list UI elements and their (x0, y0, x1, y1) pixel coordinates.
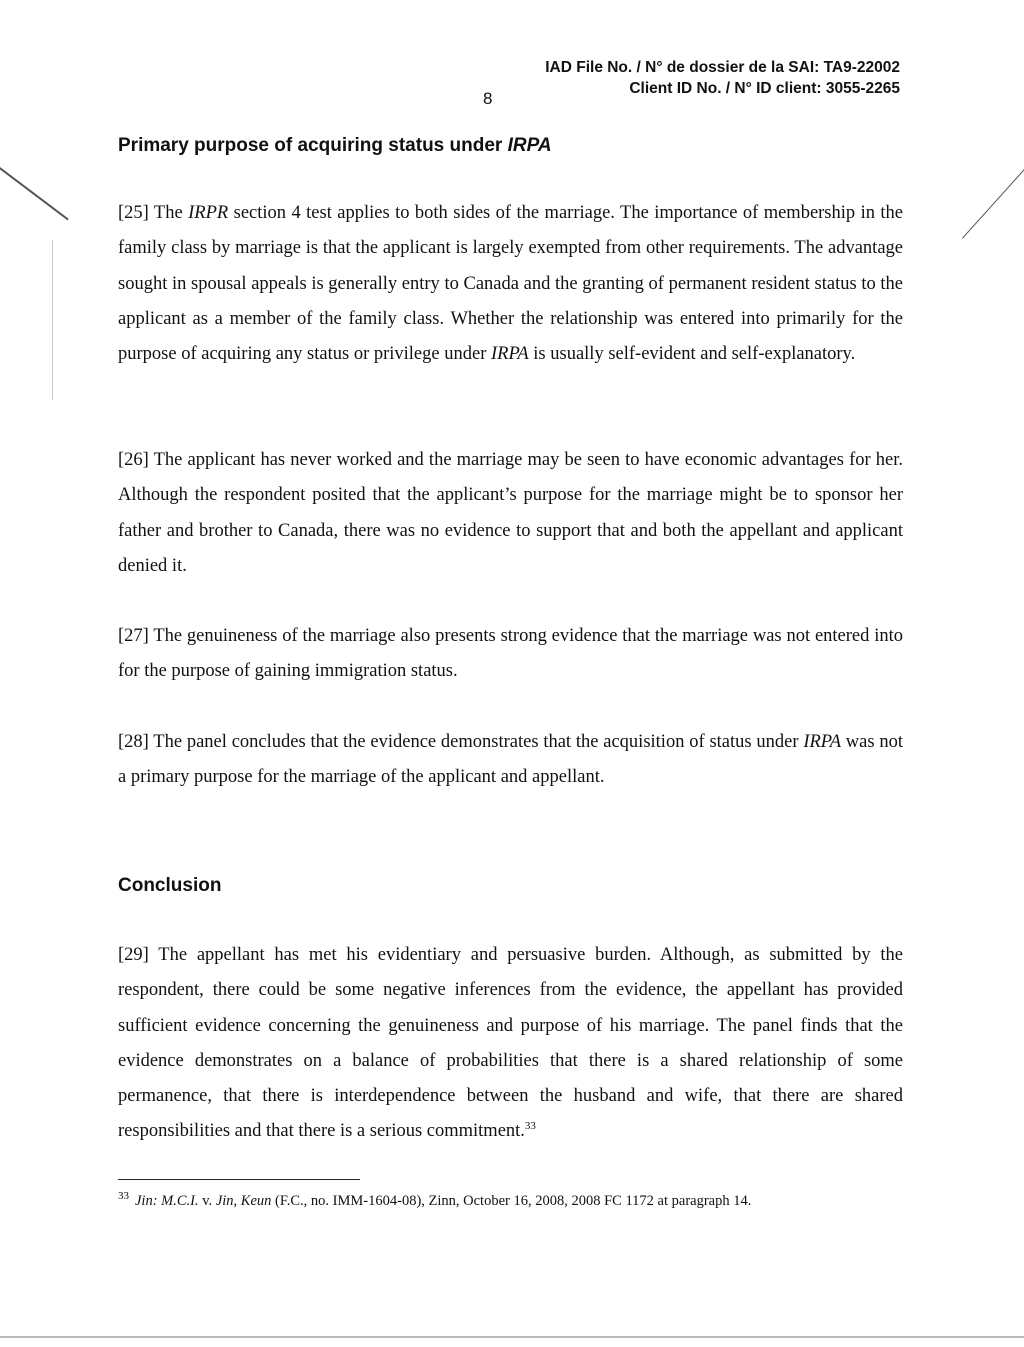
section-heading-primary-purpose (118, 135, 552, 157)
footnote-text: (F.C., no. IMM-1604-08), Zinn, October 16, 2008, 2008 FC 1172 at paragraph 14. (271, 1192, 752, 1209)
footnote-text: v. (198, 1192, 216, 1209)
paragraph-text: [28] The panel concludes that the evidence demonstrates that the acquisition of status under (118, 732, 804, 752)
paragraph-27: [27] The genuineness of the marriage also presents strong evidence that the marriage was not entered into for the purpose of gaining immigration status. (118, 626, 903, 682)
paragraph-25 (118, 196, 903, 372)
paragraph-text: [25] The (118, 203, 189, 223)
footnote-divider (118, 1179, 360, 1180)
heading-italic-text: IRPA (507, 135, 552, 156)
scan-artifact-line (962, 164, 1024, 239)
heading-text: Primary purpose of acquiring status under (118, 135, 508, 156)
footnote-number: 33 (118, 1190, 129, 1202)
paragraph-26: [26] The applicant has never worked and the marriage may be seen to have economic advantages for her. Although the respondent posited that the applicant’s purpose for the marriage might be to sponsor her father and brother to Canada, there was no evidence to support that and both the appellant and applicant denied it. (118, 450, 903, 576)
footnote-33 (118, 1190, 918, 1210)
paragraph-text: section 4 test applies to both sides of the marriage. The importance of membership in the family class by marriage is that the applicant is largely exempted from other requirements. The advantage sought in spousal appeals is generally entry to Canada and the granting of permanent resident status to the applicant as a member of the family class. Whether the relationship was entered into primarily for the purpose of acquiring any status or privilege under (118, 203, 904, 365)
file-number: IAD File No. / N° de dossier de la SAI: TA9-22002 (545, 59, 900, 76)
italic-term: IRPR (188, 203, 229, 223)
italic-term: IRPA (803, 732, 841, 752)
paragraph-text: was not a primary purpose for the marriage of the applicant and appellant. (118, 732, 904, 788)
paragraph-28 (118, 725, 903, 796)
italic-term: IRPA (490, 344, 529, 365)
case-name: Jin: M.C.I. (135, 1192, 199, 1209)
scan-artifact-line (0, 167, 69, 220)
paragraph-text: is usually self-evident and self-explanatory. (528, 344, 856, 365)
party-name: Jin, Keun (215, 1192, 272, 1209)
file-reference-header (545, 57, 900, 99)
client-id: Client ID No. / N° ID client: 3055-2265 (629, 80, 900, 97)
page-number: 8 (483, 89, 493, 108)
scan-artifact-line (52, 240, 53, 400)
footnote-reference: 33 (524, 1120, 536, 1133)
paragraph-29 (118, 938, 903, 1150)
paragraph-text: [29] The appellant has met his evidentiary and persuasive burden. Although, as submitted by the respondent, there could be some negative inferences from the evidence, the appellant has provided sufficient evidence concerning the genuineness and purpose of his marriage. The panel finds that the evidence demonstrates on a balance of probabilities that there is a shared relationship of some permanence, that there is interdependence between the husband and wife, that there are shared responsibilities and that there is a serious commitment. (118, 945, 903, 1142)
scan-edge (0, 1336, 1024, 1338)
section-heading-conclusion: Conclusion (118, 875, 222, 896)
